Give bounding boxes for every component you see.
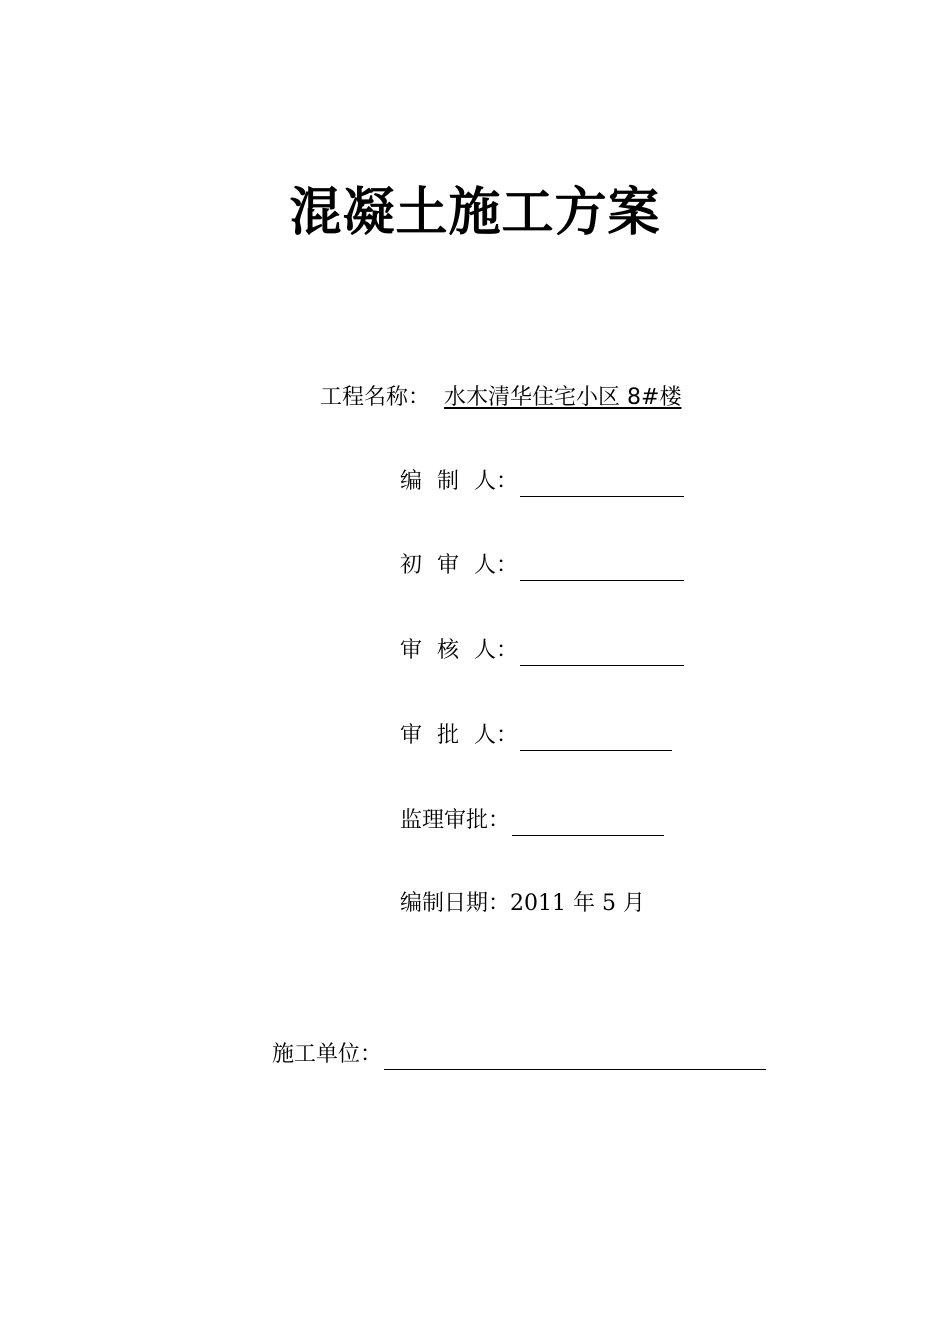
initial-reviewer-label	[400, 551, 496, 581]
compile-date-value: 2011 年 5 月	[510, 891, 645, 916]
supervision-approval-row	[400, 806, 664, 836]
approver-blank-line	[520, 728, 672, 751]
label-last-char: 人	[474, 638, 497, 663]
initial-reviewer-row	[400, 551, 684, 581]
initial-reviewer-blank-line	[520, 558, 684, 581]
construction-unit-blank-line	[384, 1047, 766, 1070]
compiler-colon: ：	[496, 469, 519, 494]
compile-date-label: 编制日期：	[400, 891, 511, 916]
approver-colon: ：	[496, 723, 519, 748]
compiler-label-text: 编制	[400, 469, 475, 494]
checker-label-text: 审核	[400, 638, 475, 663]
compile-date-row	[400, 889, 645, 919]
initial-reviewer-label-text: 初审	[400, 553, 475, 578]
checker-row	[400, 636, 684, 666]
approver-label	[400, 721, 496, 751]
supervision-approval-label: 监理审批	[400, 808, 489, 833]
document-title: 混凝土施工方案	[289, 183, 661, 243]
construction-unit-row	[272, 1040, 766, 1070]
checker-colon: ：	[496, 638, 519, 663]
compiler-row	[400, 467, 684, 497]
label-last-char: 人	[474, 723, 497, 748]
checker-label	[400, 636, 496, 666]
project-name-label: 工程名称：	[320, 385, 431, 410]
project-name-row	[320, 383, 681, 413]
label-last-char: 人	[474, 469, 497, 494]
supervision-approval-blank-line	[512, 813, 664, 836]
compiler-blank-line	[520, 474, 684, 497]
label-last-char: 人	[474, 553, 497, 578]
checker-blank-line	[520, 643, 684, 666]
initial-reviewer-colon: ：	[496, 553, 519, 578]
supervision-approval-colon: ：	[488, 808, 511, 833]
approver-row	[400, 721, 672, 751]
project-name-value: 水木清华住宅小区 8#楼	[444, 385, 682, 410]
compiler-label	[400, 467, 496, 497]
approver-label-text: 审批	[400, 723, 475, 748]
construction-unit-label: 施工单位：	[272, 1042, 383, 1067]
